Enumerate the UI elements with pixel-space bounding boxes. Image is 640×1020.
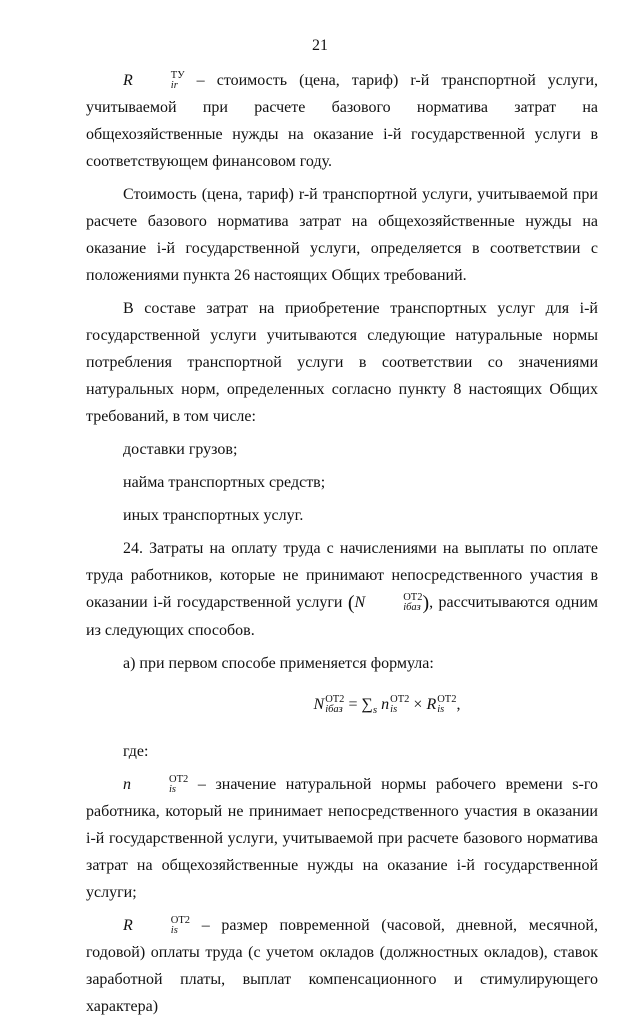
paragraph-text: , рассчитываются одним из следующих способов. — [86, 594, 598, 639]
symbol-scripts — [134, 71, 185, 91]
symbol-scripts — [132, 775, 188, 795]
paragraph-natural-norms: В составе затрат на приобретение транспортных услуг для i-й государственной услуги учитываются следующие натуральные нормы потребления транспортной услуги в соответствии со значениями натуральных норм, определенных согласно пункту 8 настоящих Общих требований, в том числе: — [86, 300, 598, 425]
symbol-sup: ОТ2 — [390, 694, 410, 706]
symbol-base: R — [426, 696, 437, 713]
symbol-sub: is — [170, 925, 178, 937]
symbol-scripts — [366, 593, 422, 613]
paragraph-section-24: 24. Затраты на оплату труда с начислениями на выплаты по оплате труда работников, которые не принимают непосредственного участия в оказании i-й государственной услуги (N ОТ2 iбаз ), рассчитываются одним из следующих способов. — [86, 540, 598, 639]
symbol-sub: iбаз — [325, 704, 343, 716]
symbol-r-is — [123, 915, 191, 937]
formula — [86, 687, 598, 728]
symbol-sub: iбаз — [403, 602, 421, 614]
symbol-sub: is — [390, 704, 398, 716]
paragraph-n-is-definition — [86, 771, 598, 906]
symbol-sup: ТУ — [170, 70, 185, 82]
symbol-scripts — [134, 916, 190, 936]
paragraph-cost-determination: Стоимость (цена, тариф) r-й транспортной услуги, учитываемой при расчете базового норматива затрат на общехозяйственные нужды на оказание i-й государственной услуги, определяется в соответствии с положениями пункта 26 настоящих Общих требований. — [86, 186, 598, 284]
list-item: доставки грузов; — [123, 441, 238, 458]
document-body — [86, 67, 598, 1020]
symbol-n-ibaz — [354, 592, 423, 614]
symbol-scripts — [390, 695, 409, 715]
formula-comma: , — [456, 696, 461, 713]
symbol-base: R — [123, 72, 133, 89]
symbol-sup: ОТ2 — [170, 915, 191, 927]
symbol-scripts — [437, 695, 456, 715]
paragraph-r-is-definition — [86, 912, 598, 1020]
formula-lhs — [313, 694, 345, 716]
symbol-sup: ОТ2 — [169, 774, 189, 786]
symbol-n-is — [123, 774, 189, 796]
symbol-base: N — [354, 594, 366, 611]
list-item: иных транспортных услуг. — [123, 507, 304, 524]
list-item: найма транспортных средств; — [123, 474, 326, 491]
symbol-base: R — [123, 917, 133, 934]
formula-n-is — [381, 694, 410, 716]
symbol-sup: ОТ2 — [437, 694, 457, 706]
symbol-r-ir — [123, 70, 185, 92]
symbol-sub: is — [437, 704, 445, 716]
sum-index: s — [372, 704, 378, 716]
paragraph-text: – значение натуральной нормы рабочего времени s-го работника, который не принимает непосредственного участия в оказании i-й государственной услуги, учитываемой при расчете базового норматива затрат на общехозяйственные нужды на оказание i-й государственной услуги; — [86, 776, 598, 901]
symbol-scripts — [325, 695, 344, 715]
sum-symbol: ∑ — [361, 696, 373, 713]
formula-times: × — [409, 696, 427, 713]
symbol-base: n — [123, 776, 131, 793]
page-number: 21 — [312, 37, 328, 54]
paragraph-first-method: а) при первом способе применяется формула: — [123, 655, 434, 672]
formula-r-is — [426, 694, 457, 716]
formula-equals: = — [344, 696, 362, 713]
symbol-sup: ОТ2 — [325, 694, 345, 706]
paragraph-text: – стоимость (цена, тариф) r-й транспортной услуги, учитываемой при расчете базового норматива затрат на общехозяйственные нужды на оказание i-й государственной услуги в соответствующем финансовом году. — [86, 72, 598, 170]
symbol-sup: ОТ2 — [403, 592, 423, 604]
paragraph-text: 24. Затраты на оплату труда с начислениями на выплаты по оплате труда работников, которые не принимают непосредственного участия в оказании i-й государственной услуги — [86, 540, 598, 611]
symbol-base: n — [381, 696, 390, 713]
paragraph-text: – размер повременной (часовой, дневной, месячной, годовой) оплаты труда (с учетом окладов (должностных окладов), ставок заработной платы, выплат компенсационного и стимулирующего характера) — [86, 917, 598, 1015]
symbol-sub: is — [169, 784, 177, 796]
symbol-base: N — [313, 696, 325, 713]
paragraph-r-ir-definition — [86, 67, 598, 175]
where-label: где: — [123, 743, 149, 760]
symbol-sub: ir — [170, 80, 178, 92]
